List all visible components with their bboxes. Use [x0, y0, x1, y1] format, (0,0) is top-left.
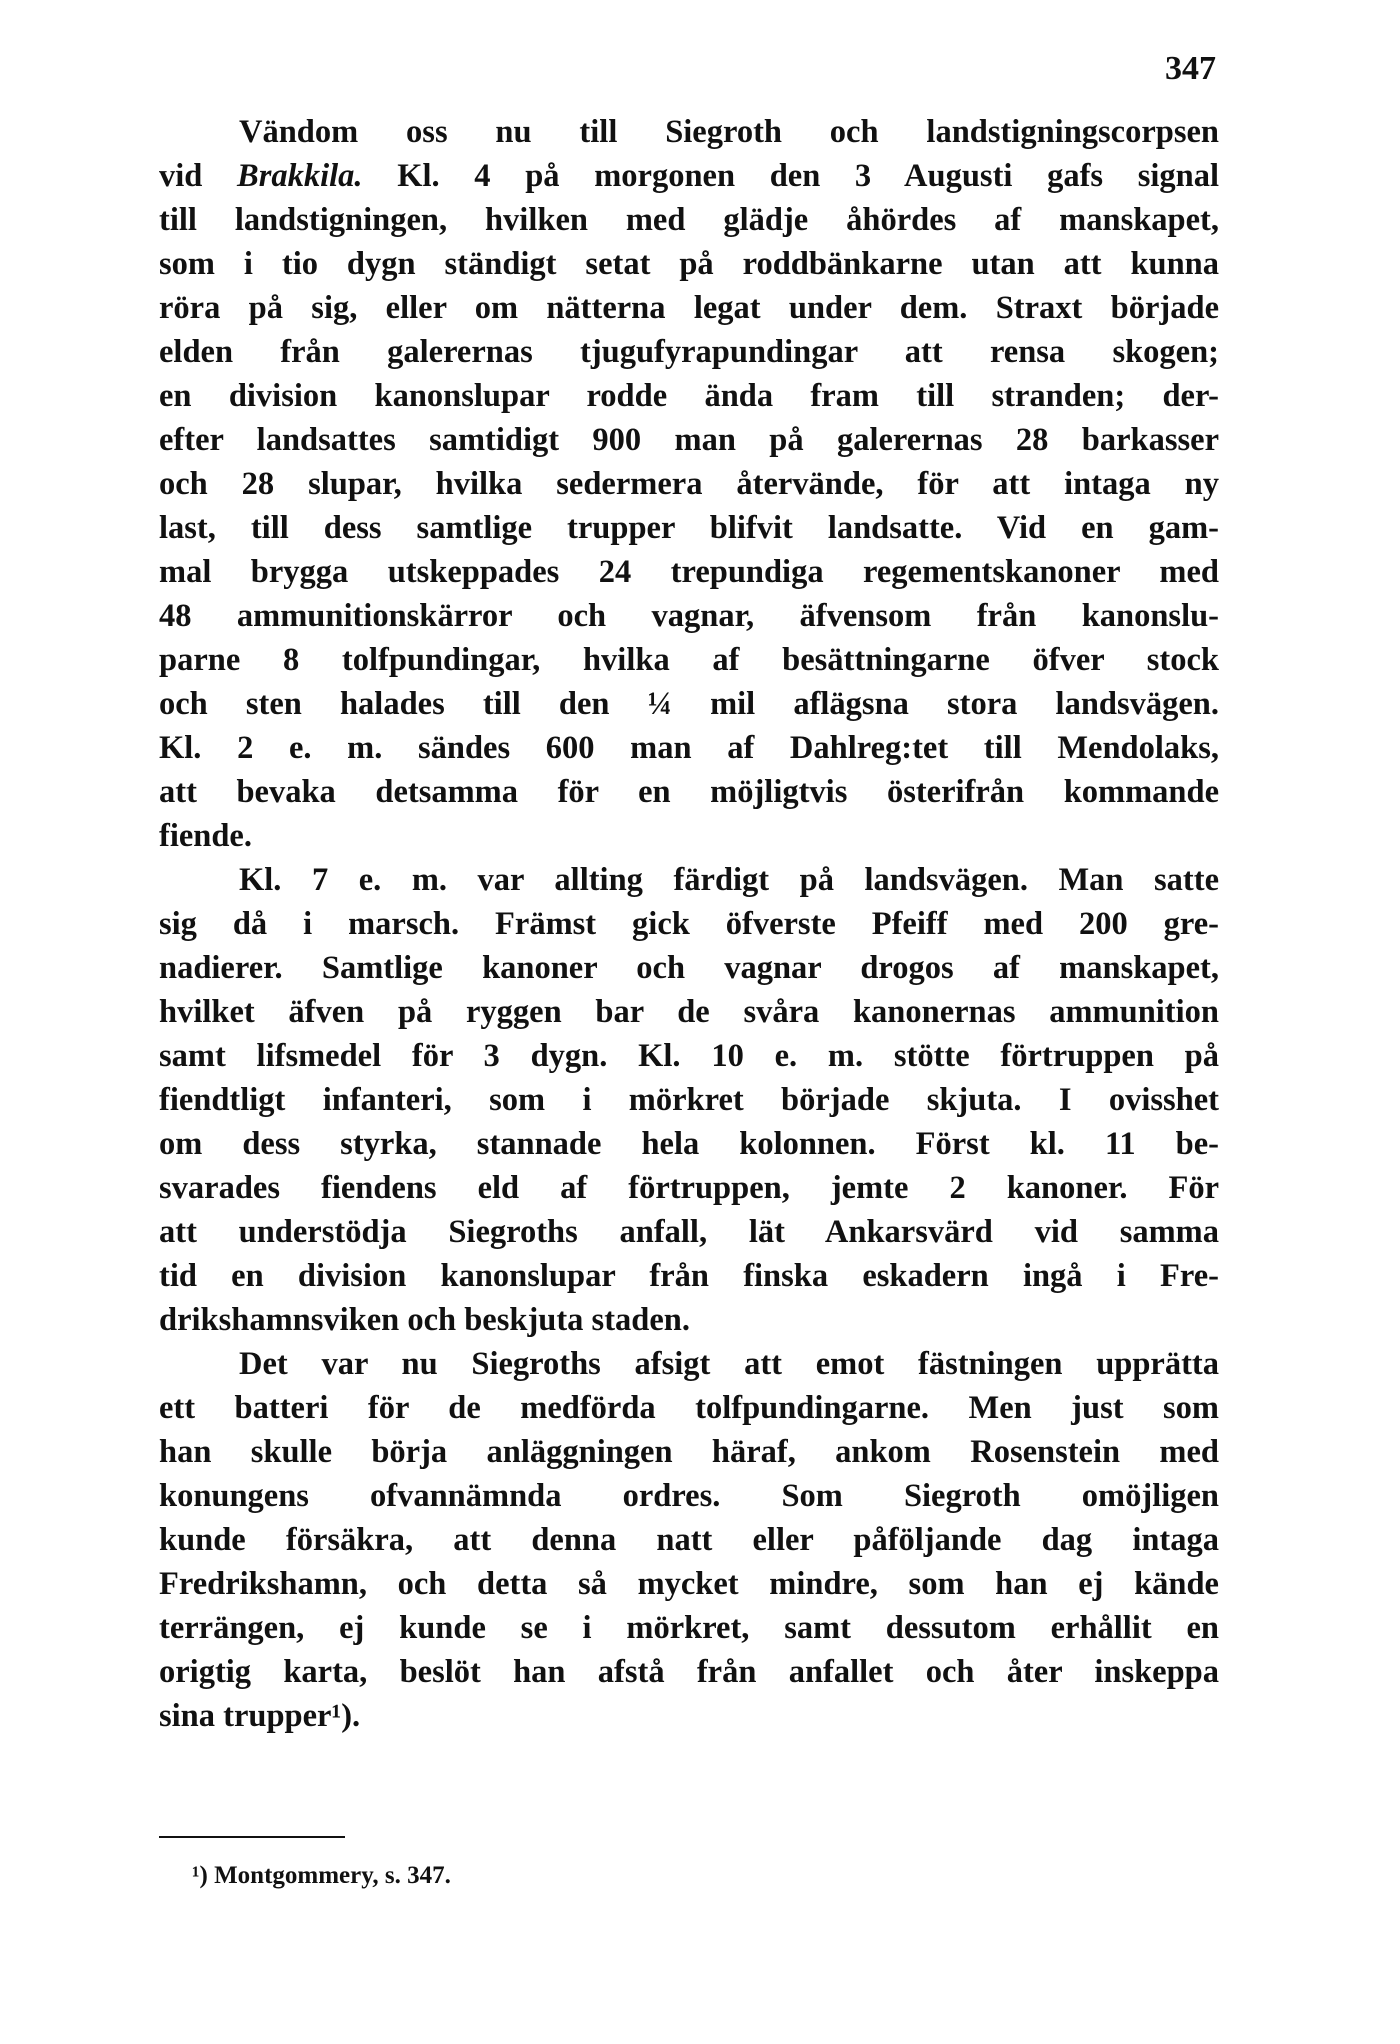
text-line: Kl. 2 e. m. sändes 600 man af Dahlreg:tet till Mendolaks,	[159, 730, 1219, 766]
text-line: Vändom oss nu till Siegroth och landstigningscorpsen	[239, 114, 1219, 150]
text-line: som i tio dygn ständigt setat på roddbänkarne utan att kunna	[159, 246, 1219, 282]
footnote-marker: ¹)	[192, 1862, 208, 1889]
text-line: vid Brakkila. Kl. 4 på morgonen den 3 Augusti gafs signal	[159, 158, 1219, 194]
text-line: att understödja Siegroths anfall, lät Ankarsvärd vid samma	[159, 1214, 1219, 1250]
text-line: origtig karta, beslöt han afstå från anfallet och åter inskeppa	[159, 1654, 1219, 1690]
text-line: och 28 slupar, hvilka sedermera återvände, för att intaga ny	[159, 466, 1219, 502]
footnote	[192, 1862, 451, 1890]
text-line: fiende.	[159, 818, 252, 854]
text-line: 48 ammunitionskärror och vagnar, äfvensom från kanonslu-	[159, 598, 1219, 634]
text-line: tid en division kanonslupar från finska eskadern ingå i Fre-	[159, 1258, 1219, 1294]
footnote-separator	[159, 1836, 345, 1838]
text-line: om dess styrka, stannade hela kolonnen. Först kl. 11 be-	[159, 1126, 1219, 1162]
text-line: och sten halades till den ¼ mil aflägsna stora landsvägen.	[159, 686, 1219, 722]
text-line: han skulle börja anläggningen häraf, ankom Rosenstein med	[159, 1434, 1219, 1470]
text-line: ett batteri för de medförda tolfpundingarne. Men just som	[159, 1390, 1219, 1426]
text-line: efter landsattes samtidigt 900 man på galerernas 28 barkasser	[159, 422, 1219, 458]
text-line: parne 8 tolfpundingar, hvilka af besättningarne öfver stock	[159, 642, 1219, 678]
text-line: Fredrikshamn, och detta så mycket mindre, som han ej kände	[159, 1566, 1219, 1602]
text-line: sig då i marsch. Främst gick öfverste Pfeiff med 200 gre-	[159, 906, 1219, 942]
paragraph	[159, 1342, 1219, 1738]
text-line: terrängen, ej kunde se i mörkret, samt dessutom erhållit en	[159, 1610, 1219, 1646]
text-line: drikshamnsviken och beskjuta staden.	[159, 1302, 690, 1338]
text-line: kunde försäkra, att denna natt eller påföljande dag intaga	[159, 1522, 1219, 1558]
text-line: hvilket äfven på ryggen bar de svåra kanonernas ammunition	[159, 994, 1219, 1030]
paragraph	[159, 110, 1219, 858]
text-line: att bevaka detsamma för en möjligtvis österifrån kommande	[159, 774, 1219, 810]
text-line: till landstigningen, hvilken med glädje åhördes af manskapet,	[159, 202, 1219, 238]
text-line: sina trupper¹).	[159, 1698, 361, 1734]
text-line: samt lifsmedel för 3 dygn. Kl. 10 e. m. stötte förtruppen på	[159, 1038, 1219, 1074]
paragraph	[159, 858, 1219, 1342]
text-line: svarades fiendens eld af förtruppen, jemte 2 kanoner. För	[159, 1170, 1219, 1206]
text-line: fiendtligt infanteri, som i mörkret började skjuta. I ovisshet	[159, 1082, 1219, 1118]
text-line: nadierer. Samtlige kanoner och vagnar drogos af manskapet,	[159, 950, 1219, 986]
page-number: 347	[1165, 50, 1216, 87]
text-line: last, till dess samtlige trupper blifvit landsatte. Vid en gam-	[159, 510, 1219, 546]
text-line: konungens ofvannämnda ordres. Som Siegroth omöjligen	[159, 1478, 1219, 1514]
body-text	[159, 110, 1219, 1738]
text-line: elden från galerernas tjugufyrapundingar att rensa skogen;	[159, 334, 1219, 370]
footnote-text: Montgommery, s. 347.	[214, 1862, 451, 1889]
text-line: en division kanonslupar rodde ända fram till stranden; der-	[159, 378, 1219, 414]
text-line: röra på sig, eller om nätterna legat under dem. Straxt började	[159, 290, 1219, 326]
text-line: Det var nu Siegroths afsigt att emot fästningen upprätta	[239, 1346, 1219, 1382]
text-line: Kl. 7 e. m. var allting färdigt på landsvägen. Man satte	[239, 862, 1219, 898]
text-line: mal brygga utskeppades 24 trepundiga regementskanoner med	[159, 554, 1219, 590]
